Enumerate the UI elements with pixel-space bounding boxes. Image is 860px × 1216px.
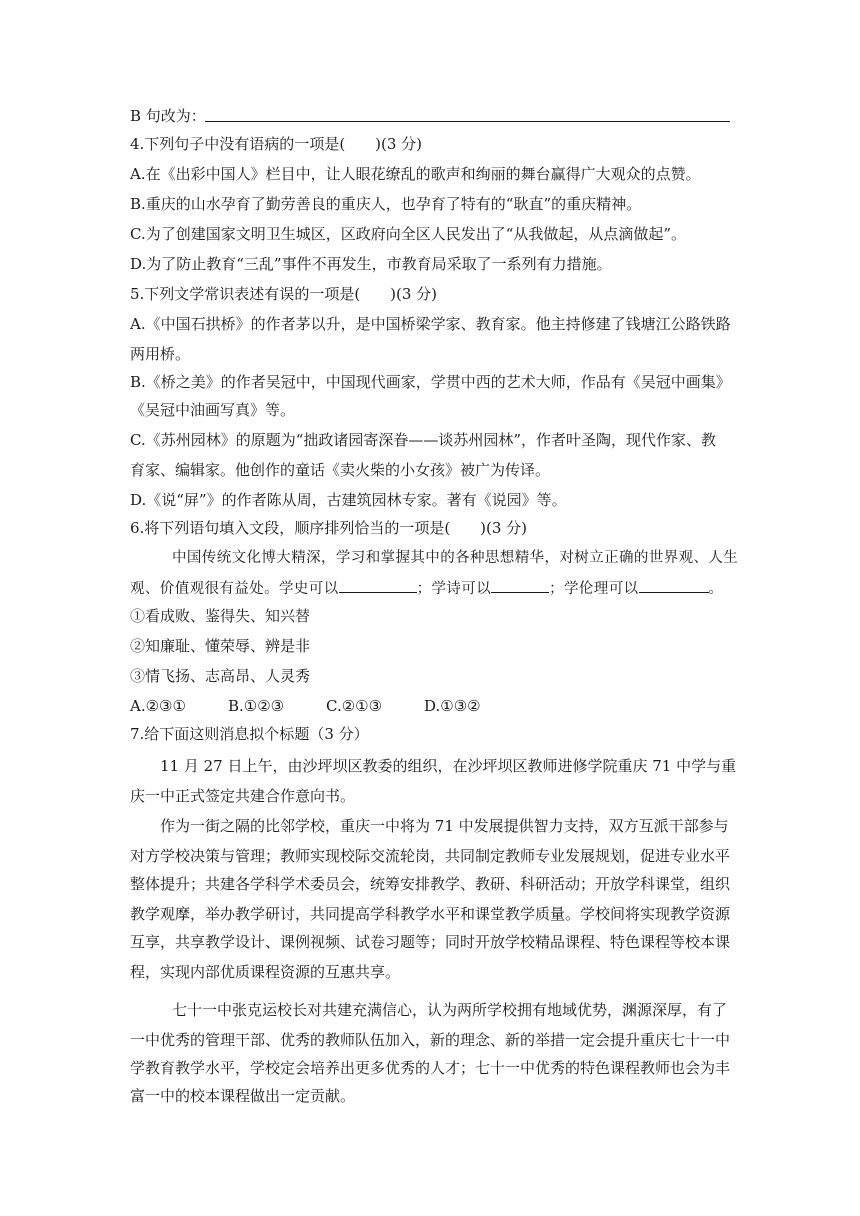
q6-options: [130, 696, 730, 716]
q7-para2-line1: 作为一街之隔的比邻学校，重庆一中将为 71 中发展提供智力支持，双方互派干部参与: [160, 817, 729, 835]
q6-option-d: D.①③②: [424, 697, 481, 715]
q4-option-b: B.重庆的山水孕育了勤劳善良的重庆人，也孕育了特有的“耿直”的重庆精神。: [130, 195, 642, 213]
q5-option-c-line2: 育家、编辑家。他创作的童话《卖火柴的小女孩》被广为传译。: [130, 461, 551, 479]
q4-option-c: C.为了创建国家文明卫生城区，区政府向全区人民发出了“从我做起，从点滴做起”。: [130, 225, 687, 243]
q6-passage-text-c: ；学伦理可以: [549, 581, 639, 597]
fill-blank-2[interactable]: [491, 578, 549, 593]
fill-blank-3[interactable]: [639, 578, 709, 593]
q7-stem: 7.给下面这则消息拟个标题（3 分）: [130, 725, 369, 743]
q7-para3-line1: 七十一中张克运校长对共建充满信心，认为两所学校拥有地域优势，渊源深厚，有了: [172, 1001, 728, 1019]
q7-para2-line2: 对方学校决策与管理；教师实现校际交流轮岗，共同制定教师专业发展规划，促进专业水平: [130, 847, 731, 865]
q6-stem: 6.将下列语句填入文段，顺序排列恰当的一项是( )(3 分): [130, 519, 528, 537]
q7-para3-line2: 一中优秀的管理干部、优秀的教师队伍加入，新的理念、新的举措一定会提升重庆七十一中: [130, 1031, 731, 1049]
q5-option-d: D.《说“屏”》的作者陈从周，古建筑园林专家。著有《说园》等。: [130, 491, 567, 509]
q5-option-a-line2: 两用桥。: [130, 345, 191, 363]
q6-passage-text-a: 观、价值观很有益处。学史可以: [130, 581, 339, 597]
q7-para2-line4: 教学观摩，举办教学研讨，共同提高学科教学水平和课堂教学质量。学校间将实现教学资源: [130, 905, 731, 923]
q7-para1-line2: 庆一中正式签定共建合作意向书。: [130, 787, 356, 805]
q5-option-b-line2: 《吴冠中油画写真》等。: [130, 401, 296, 419]
q6-item-3: ③情飞扬、志高昂、人灵秀: [130, 667, 311, 685]
q6-passage-text-d: 。: [708, 581, 724, 597]
q7-para2-line5: 互享，共享教学设计、课例视频、试卷习题等；同时开放学校精品课程、特色课程等校本课: [130, 933, 731, 951]
q6-option-b: B.①②③: [228, 697, 285, 715]
q6-passage-text-b: ；学诗可以: [416, 581, 492, 597]
answer-line[interactable]: [205, 120, 730, 122]
q6-passage-line1: 中国传统文化博大精深，学习和掌握其中的各种思想精华，对树立正确的世界观、人生: [172, 550, 739, 566]
q6-option-a: A.②③①: [130, 697, 186, 715]
q6-passage-line2: [130, 578, 730, 599]
q5-option-c-line1: C.《苏州园林》的原题为“拙政诸园寄深眷——谈苏州园林”，作者叶圣陶，现代作家、教: [130, 431, 717, 449]
q7-para1-line1: 11 月 27 日上午，由沙坪坝区教委的组织，在沙坪坝区教师进修学院重庆 71 中学与重: [160, 757, 737, 775]
q7-para3-line4: 富一中的校本课程做出一定贡献。: [130, 1087, 356, 1105]
q4-stem: 4.下列句子中没有语病的一项是( )(3 分): [130, 135, 423, 153]
q6-option-c: C.②①③: [326, 697, 383, 715]
q7-para3-line3: 学教育教学水平，学校定会培养出更多优秀的人才；七十一中优秀的特色课程教师也会为丰: [130, 1059, 731, 1077]
q7-para2-line6: 程，实现内部优质课程资源的互惠共享。: [130, 963, 401, 981]
q4-option-a: A.在《出彩中国人》栏目中，让人眼花缭乱的歌声和绚丽的舞台赢得广大观众的点赞。: [130, 165, 701, 183]
fill-blank-1[interactable]: [339, 578, 417, 593]
q3-b-label: B 句改为：: [130, 107, 206, 125]
q5-option-a-line1: A.《中国石拱桥》的作者茅以升，是中国桥梁学家、教育家。他主持修建了钱塘江公路铁路: [130, 315, 731, 333]
q4-option-d: D.为了防止教育“三乱”事件不再发生，市教育局采取了一系列有力措施。: [130, 255, 612, 273]
q6-item-2: ②知廉耻、懂荣辱、辨是非: [130, 637, 311, 655]
q7-para2-line3: 整体提升；共建各学科学术委员会，统筹安排教学、教研、科研活动；开放学科课堂，组织: [130, 875, 731, 893]
q5-stem: 5.下列文学常识表述有误的一项是( )(3 分): [130, 285, 438, 303]
q6-item-1: ①看成败、鉴得失、知兴替: [130, 607, 311, 625]
q5-option-b-line1: B.《桥之美》的作者吴冠中，中国现代画家，学贯中西的艺术大师，作品有《吴冠中画集》: [130, 373, 731, 391]
